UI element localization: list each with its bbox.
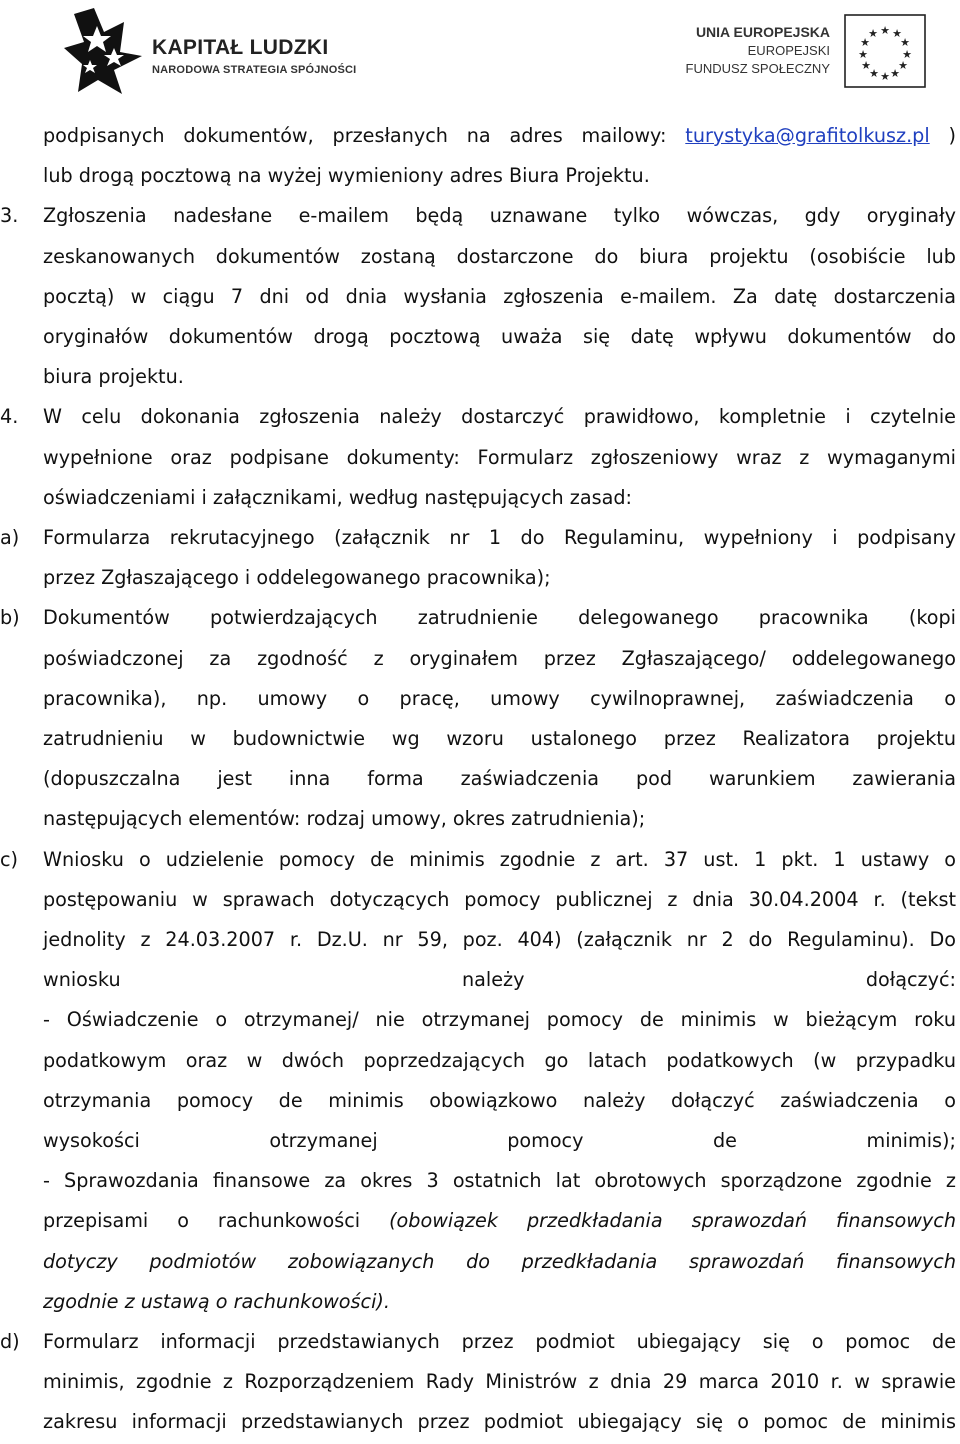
- svg-text:★: ★: [858, 48, 868, 61]
- item-4-line: W celu dokonania zgłoszenia należy dostarczyć prawidłowo, kompletnie i czytelnie: [43, 405, 956, 429]
- item-b-line: zatrudnieniu w budownictwie wg wzoru ustalonego przez Realizatora projektu: [43, 727, 956, 750]
- intro-line: lub drogą pocztową na wyżej wymieniony adres Biura Projektu.: [43, 164, 650, 188]
- item-a-line: przez Zgłaszającego i oddelegowanego pracownika);: [43, 566, 551, 590]
- intro-text: podpisanych dokumentów, przesłanych na adres mailowy:: [43, 124, 686, 147]
- item-b-marker: b): [0, 606, 20, 630]
- item-d-line: zakresu informacji przedstawianych przez podmiot ubiegający się o pomoc de minimis: [43, 1410, 956, 1434]
- item-3-line: zeskanowanych dokumentów zostaną dostarczone do biura projektu (osobiście lub: [43, 244, 956, 268]
- item-a-line: Formularza rekrutacyjnego (załącznik nr 1 do Regulaminu, wypełniony i podpisany: [43, 526, 956, 549]
- item-c-line: wniosku należy dołączyć:: [43, 968, 956, 992]
- svg-text:★: ★: [902, 48, 912, 61]
- item-c-line: - Oświadczenie o otrzymanej/ nie otrzymanej pomocy de minimis w bieżącym roku: [43, 1008, 956, 1032]
- kapital-ludzki-subtitle: NARODOWA STRATEGIA SPÓJNOŚCI: [152, 64, 357, 76]
- svg-text:★: ★: [900, 36, 910, 49]
- svg-text:★: ★: [898, 59, 908, 72]
- item-3-line: Zgłoszenia nadesłane e-mailem będą uznawane tylko wówczas, gdy oryginały: [43, 204, 956, 228]
- item-b-line: następujących elementów: rodzaj umowy, okres zatrudnienia);: [43, 807, 646, 831]
- svg-text:★: ★: [860, 36, 870, 49]
- item-d-line: Formularz informacji przedstawianych przez podmiot ubiegający się o pomoc de: [43, 1330, 956, 1353]
- eu-title: UNIA EUROPEJSKA: [695, 24, 830, 40]
- item-c-italic-text: (obowiązek przedkładania sprawozdań finansowych: [389, 1209, 956, 1233]
- svg-text:★: ★: [880, 24, 890, 37]
- item-3-line: biura projektu.: [43, 365, 184, 389]
- svg-text:★: ★: [880, 70, 890, 83]
- item-c-italic-line: zgodnie z ustawą o rachunkowości).: [43, 1289, 390, 1313]
- item-c-line: podatkowym oraz w dwóch poprzedzających go latach podatkowych (w przypadku: [43, 1048, 956, 1072]
- item-c-line: jednolity z 24.03.2007 r. Dz.U. nr 59, poz. 404) (załącznik nr 2 do Regulaminu). Do: [43, 928, 956, 951]
- item-c-text: przepisami o rachunkowości: [43, 1209, 390, 1233]
- item-d-marker: d): [0, 1330, 20, 1353]
- item-4-line: oświadczeniami i załącznikami, według następujących zasad:: [43, 485, 633, 509]
- page-header: [0, 0, 960, 110]
- item-b-line: pracownika), np. umowy o pracę, umowy cywilnoprawnej, zaświadczenia o: [43, 686, 956, 710]
- item-c-line: wysokości otrzymanej pomocy de minimis);: [43, 1129, 956, 1152]
- kapital-ludzki-title: KAPITAŁ LUDZKI: [152, 36, 329, 59]
- email-link[interactable]: turystyka@grafitolkusz.pl: [685, 124, 930, 147]
- item-c-marker: c): [0, 847, 19, 871]
- item-3-marker: 3.: [0, 204, 19, 228]
- svg-text:★: ★: [868, 27, 878, 40]
- item-c-line: - Sprawozdania finansowe za okres 3 ostatnich lat obrotowych sporządzone zgodnie z: [43, 1169, 956, 1193]
- item-3-line: oryginałów dokumentów drogą pocztową uważa się datę wpływu dokumentów do: [43, 325, 956, 348]
- item-d-line: minimis, zgodnie z Rozporządzeniem Rady Ministrów z dnia 29 marca 2010 r. w sprawie: [43, 1370, 956, 1394]
- item-b-line: Dokumentów potwierdzających zatrudnienie delegowanego pracownika (kopi: [43, 606, 956, 630]
- eu-fund-line1: EUROPEJSKI: [747, 43, 830, 58]
- eu-flag-icon: [844, 14, 926, 88]
- item-b-line: (dopuszczalna jest inna forma zaświadczenia pod warunkiem zawierania: [43, 767, 956, 791]
- item-4-marker: 4.: [0, 405, 19, 429]
- item-c-line: Wniosku o udzielenie pomocy de minimis zgodnie z art. 37 ust. 1 pkt. 1 ustawy o: [43, 847, 956, 871]
- item-3-line: pocztą) w ciągu 7 dni od dnia wysłania zgłoszenia e-mailem. Za datę dostarczenia: [43, 284, 956, 308]
- kapital-ludzki-stars-icon: [64, 8, 144, 94]
- item-c-italic-line: dotyczy podmiotów zobowiązanych do przedkładania sprawozdań finansowych: [43, 1249, 956, 1273]
- item-4-line: wypełnione oraz podpisane dokumenty: Formularz zgłoszeniowy wraz z wymaganymi: [43, 445, 956, 469]
- svg-text:★: ★: [869, 67, 879, 80]
- intro-text-end: ): [929, 124, 956, 147]
- svg-text:★: ★: [890, 67, 900, 80]
- item-a-marker: a): [0, 526, 20, 549]
- item-c-line: otrzymania pomocy de minimis obowiązkowo należy dołączyć zaświadczenia o: [43, 1088, 956, 1112]
- svg-text:★: ★: [892, 27, 902, 40]
- svg-text:★: ★: [861, 59, 871, 72]
- item-c-line: postępowaniu w sprawach dotyczących pomocy publicznej z dnia 30.04.2004 r. (tekst: [43, 887, 956, 911]
- item-c-line: [43, 1209, 956, 1233]
- item-b-line: poświadczonej za zgodność z oryginałem przez Zgłaszającego/ oddelegowanego: [43, 646, 956, 670]
- intro-line: [43, 124, 956, 148]
- eu-fund-line2: FUNDUSZ SPOŁECZNY: [685, 61, 830, 76]
